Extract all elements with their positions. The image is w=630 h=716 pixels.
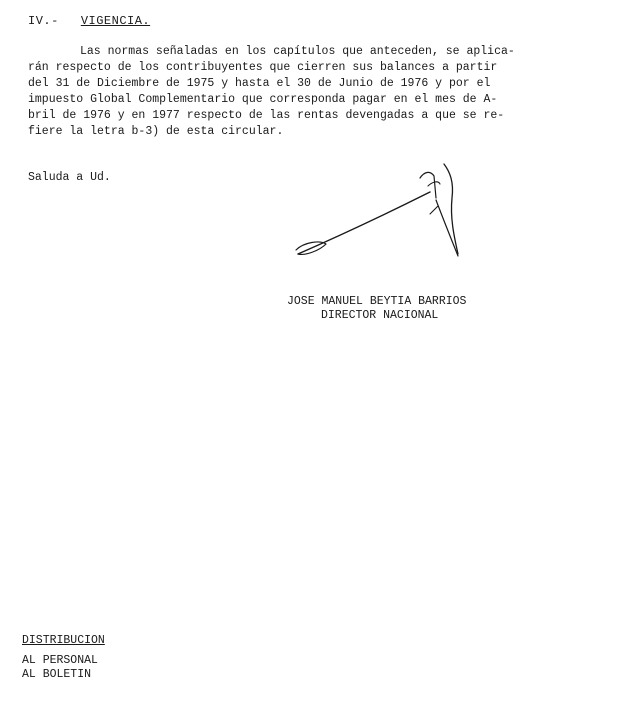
paragraph-line: Las normas señaladas en los capítulos que anteceden, se aplica- bbox=[80, 45, 515, 58]
paragraph-line: fiere la letra b-3) de esta circular. bbox=[28, 125, 284, 138]
section-heading bbox=[28, 14, 150, 28]
handwritten-signature bbox=[290, 158, 470, 263]
section-number: IV.- bbox=[28, 14, 59, 28]
signer-title: DIRECTOR NACIONAL bbox=[321, 309, 439, 322]
greeting: Saluda a Ud. bbox=[28, 171, 111, 184]
paragraph-line: impuesto Global Complementario que corresponda pagar en el mes de A- bbox=[28, 93, 498, 106]
paragraph-line: rán respecto de los contribuyentes que cierren sus balances a partir bbox=[28, 61, 498, 74]
distribution-block bbox=[22, 634, 105, 682]
signer-block bbox=[287, 295, 527, 323]
paragraph-line: del 31 de Diciembre de 1975 y hasta el 30 de Junio de 1976 y por el bbox=[28, 77, 491, 90]
paragraph-line: bril de 1976 y en 1977 respecto de las rentas devengadas a que se re- bbox=[28, 109, 505, 122]
distribution-item: AL PERSONAL bbox=[22, 654, 98, 667]
body-paragraph bbox=[28, 44, 608, 140]
distribution-item: AL BOLETIN bbox=[22, 668, 92, 681]
signer-name: JOSE MANUEL BEYTIA BARRIOS bbox=[287, 295, 467, 308]
distribution-heading: DISTRIBUCION bbox=[22, 634, 105, 647]
section-title: VIGENCIA. bbox=[80, 14, 151, 28]
